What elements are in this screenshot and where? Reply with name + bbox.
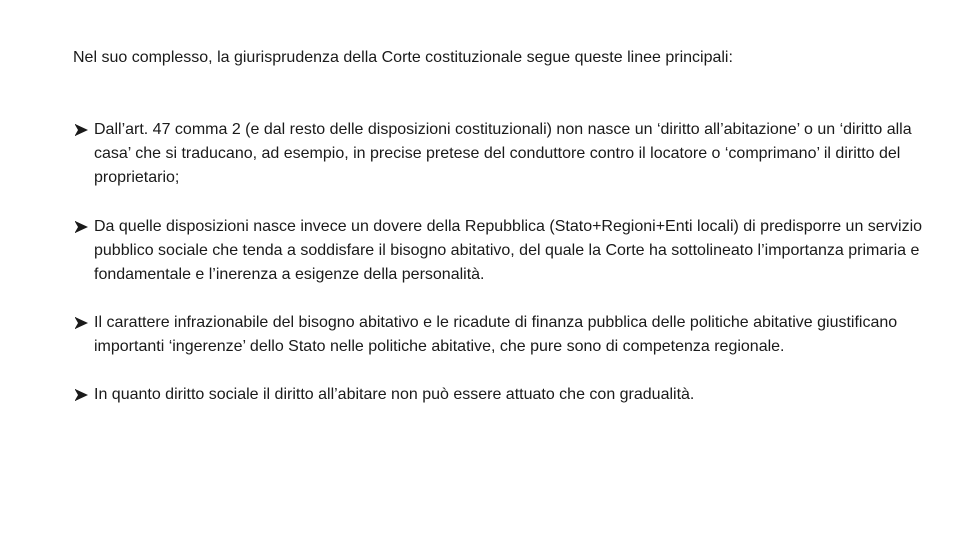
- list-item-text: Dall’art. 47 comma 2 (e dal resto delle disposizioni costituzionali) non nasce un ‘diritto all’abitazione’ o un ‘diritto alla casa’ che si traducano, ad esempio, in precise pretese del conduttore contro il locatore o ‘comprimano’ il diritto del proprietario;: [94, 121, 912, 186]
- list-item: [75, 383, 935, 407]
- list-item: [75, 311, 935, 359]
- list-item-text: In quanto diritto sociale il diritto all’abitare non può essere attuato che con gradualità.: [94, 386, 695, 403]
- bullet-list: [75, 118, 935, 429]
- arrow-bullet-icon: [75, 389, 88, 401]
- arrow-bullet-icon: [75, 124, 88, 136]
- arrow-bullet-icon: [75, 317, 88, 329]
- list-item: [75, 215, 935, 287]
- intro-text: Nel suo complesso, la giurisprudenza della Corte costituzionale segue queste linee principali:: [73, 49, 733, 66]
- arrow-bullet-icon: [75, 221, 88, 233]
- list-item-text: Il carattere infrazionabile del bisogno abitativo e le ricadute di finanza pubblica delle politiche abitative giustificano importanti ‘ingerenze’ dello Stato nelle politiche abitative, che pure sono di competenza regionale.: [94, 314, 898, 355]
- list-item-text: Da quelle disposizioni nasce invece un dovere della Repubblica (Stato+Regioni+Enti locali) di predisporre un servizio pubblico sociale che tenda a soddisfare il bisogno abitativo, del quale la Corte ha sottolineato l’importanza primaria e fondamentale e l’inerenza a esigenze della personalità.: [94, 218, 923, 283]
- list-item: [75, 118, 935, 190]
